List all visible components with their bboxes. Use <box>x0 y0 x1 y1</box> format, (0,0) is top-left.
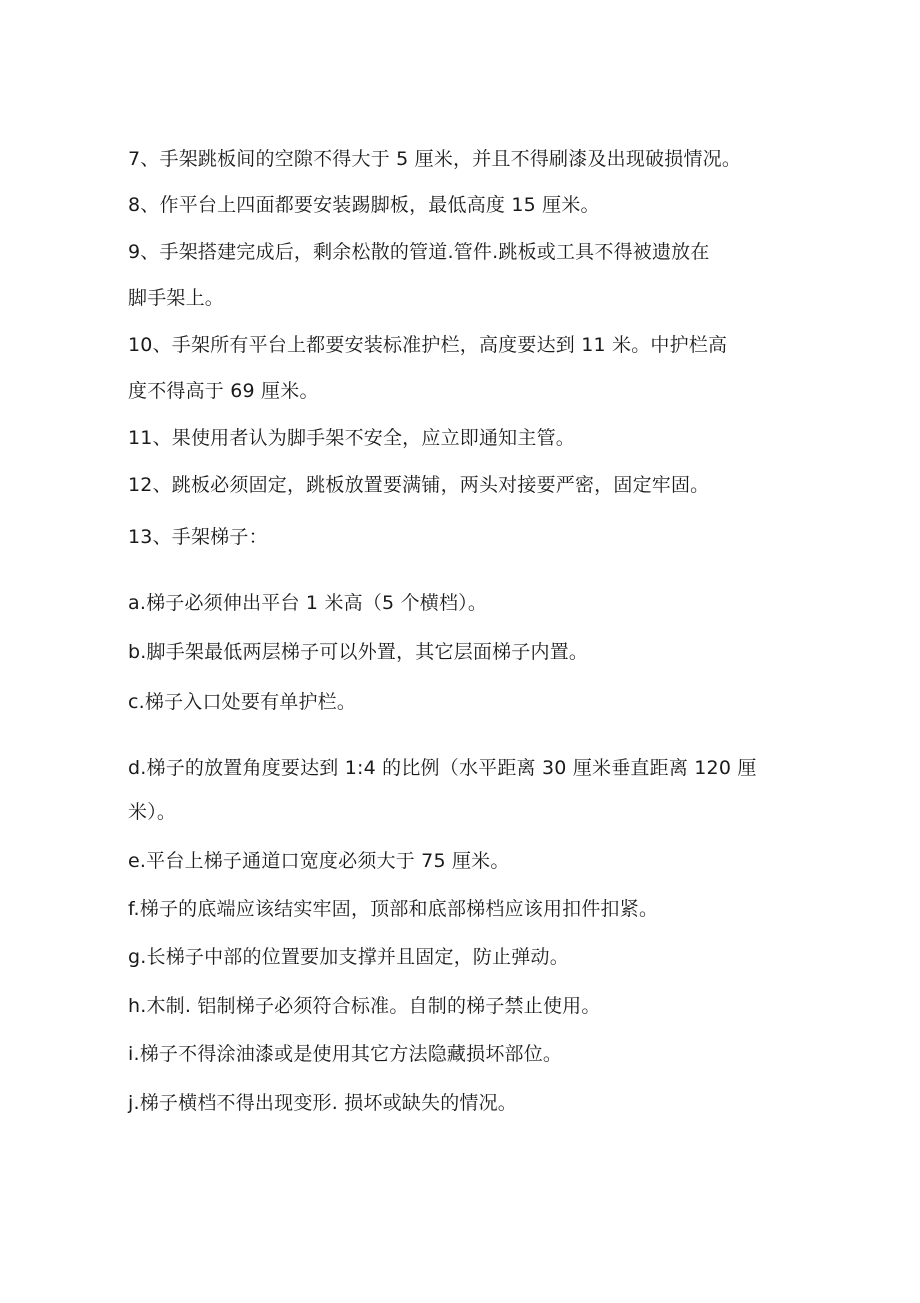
ladder-item-b: b.脚手架最低两层梯子可以外置，其它层面梯子内置。 <box>128 641 589 663</box>
rule-9-line-2: 脚手架上。 <box>128 287 225 309</box>
ladder-item-i: i.梯子不得涂油漆或是使用其它方法隐藏损坏部位。 <box>128 1043 563 1065</box>
ladder-item-g: g.长梯子中部的位置要加支撑并且固定，防止弹动。 <box>128 946 569 968</box>
rule-10-line-2: 度不得高于 69 厘米。 <box>128 380 319 402</box>
rule-11-line: 11、果使用者认为脚手架不安全，应立即通知主管。 <box>128 427 575 449</box>
rule-9-line-1: 9、手架搭建完成后，剩余松散的管道.管件.跳板或工具不得被遗放在 <box>128 241 710 263</box>
ladder-item-j: j.梯子横档不得出现变形. 损坏或缺失的情况。 <box>128 1092 517 1114</box>
ladder-item-f: f.梯子的底端应该结实牢固，顶部和底部梯档应该用扣件扣紧。 <box>128 898 659 920</box>
ladder-item-e: e.平台上梯子通道口宽度必须大于 75 厘米。 <box>128 850 510 872</box>
ladder-item-c: c.梯子入口处要有单护栏。 <box>128 691 357 713</box>
rule-13-heading: 13、手架梯子： <box>128 526 268 548</box>
rule-7-line: 7、手架跳板间的空隙不得大于 5 厘米，并且不得刷漆及出现破损情况。 <box>128 148 742 170</box>
ladder-item-d-line-1: d.梯子的放置角度要达到 1:4 的比例（水平距离 30 厘米垂直距离 120 厘 <box>128 757 757 779</box>
ladder-item-d-line-2: 米）。 <box>128 801 177 823</box>
rule-8-line: 8、作平台上四面都要安装踢脚板，最低高度 15 厘米。 <box>128 194 600 216</box>
ladder-item-h: h.木制. 铝制梯子必须符合标准。自制的梯子禁止使用。 <box>128 995 601 1017</box>
rule-10-line-1: 10、手架所有平台上都要安装标准护栏，高度要达到 11 米。中护栏高 <box>128 334 728 356</box>
ladder-item-a: a.梯子必须伸出平台 1 米高（5 个横档）。 <box>128 592 488 614</box>
rule-12-line: 12、跳板必须固定，跳板放置要满铺，两头对接要严密，固定牢固。 <box>128 474 710 496</box>
